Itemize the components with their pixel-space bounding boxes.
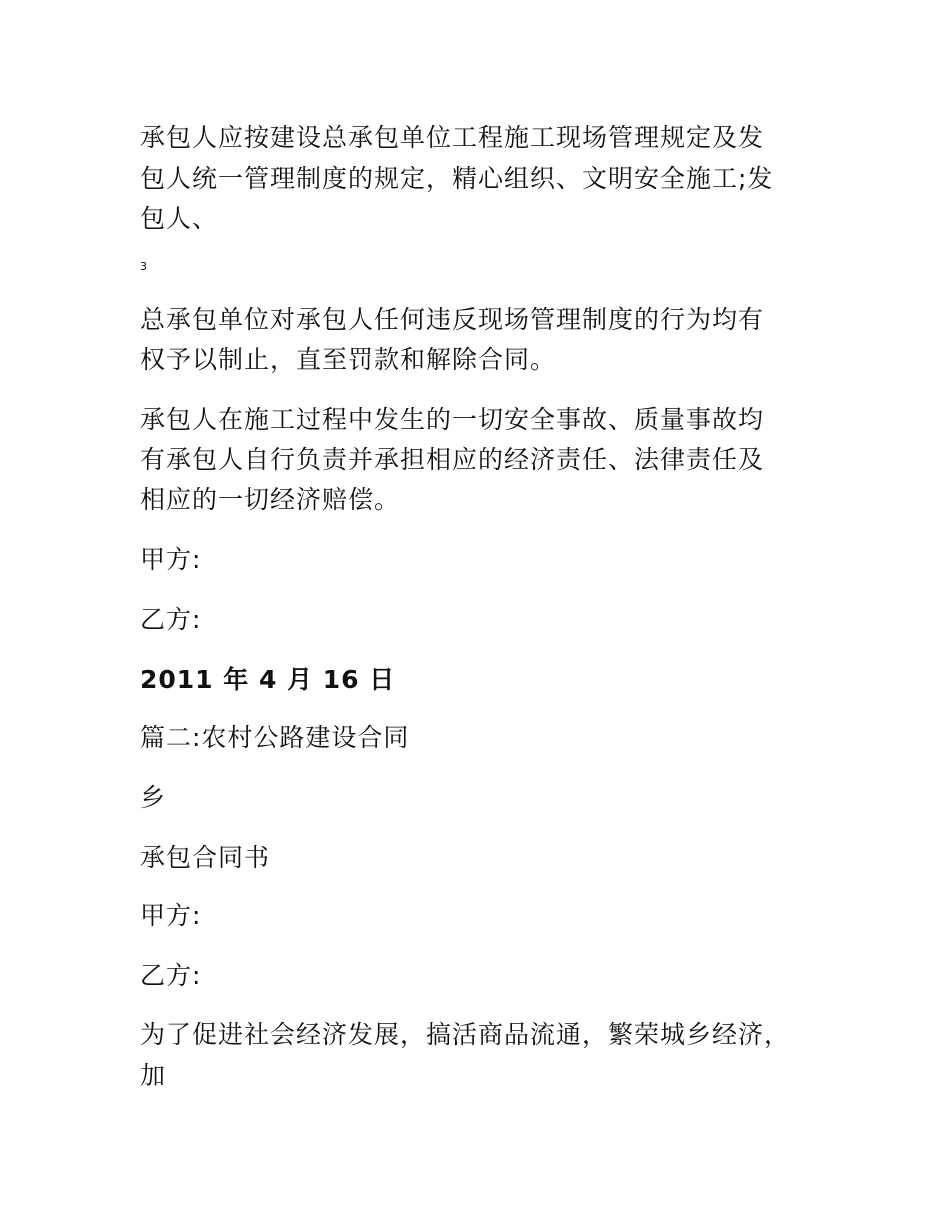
paragraph-line: 为了促进社会经济发展，搞活商品流通，繁荣城乡经济， bbox=[140, 1020, 791, 1049]
paragraph-line: 乡 bbox=[140, 783, 167, 812]
date-line: 2011 年 4 月 16 日 bbox=[140, 665, 396, 694]
document-title: 承包合同书 bbox=[140, 843, 271, 872]
party-b-label: 乙方: bbox=[140, 961, 202, 990]
paragraph-line: 承包人在施工过程中发生的一切安全事故、质量事故均 bbox=[140, 405, 765, 434]
section-heading: 篇二:农村公路建设合同 bbox=[140, 723, 410, 752]
paragraph-line: 加 bbox=[140, 1061, 167, 1090]
party-a-label: 甲方: bbox=[140, 901, 202, 930]
party-b-label: 乙方: bbox=[140, 605, 202, 634]
paragraph-line: 相应的一切经济赔偿。 bbox=[140, 485, 401, 514]
paragraph-line: 包人统一管理制度的规定，精心组织、文明安全施工;发 bbox=[140, 164, 774, 193]
paragraph-line: 承包人应按建设总承包单位工程施工现场管理规定及发 bbox=[140, 123, 765, 152]
paragraph-line: 包人、 bbox=[140, 204, 219, 233]
paragraph-line: 总承包单位对承包人任何违反现场管理制度的行为均有 bbox=[140, 305, 765, 334]
paragraph-line: 权予以制止，直至罚款和解除合同。 bbox=[140, 345, 557, 374]
paragraph-line: 有承包人自行负责并承担相应的经济责任、法律责任及 bbox=[140, 445, 765, 474]
page-number: 3 bbox=[140, 260, 147, 273]
party-a-label: 甲方: bbox=[140, 545, 202, 574]
